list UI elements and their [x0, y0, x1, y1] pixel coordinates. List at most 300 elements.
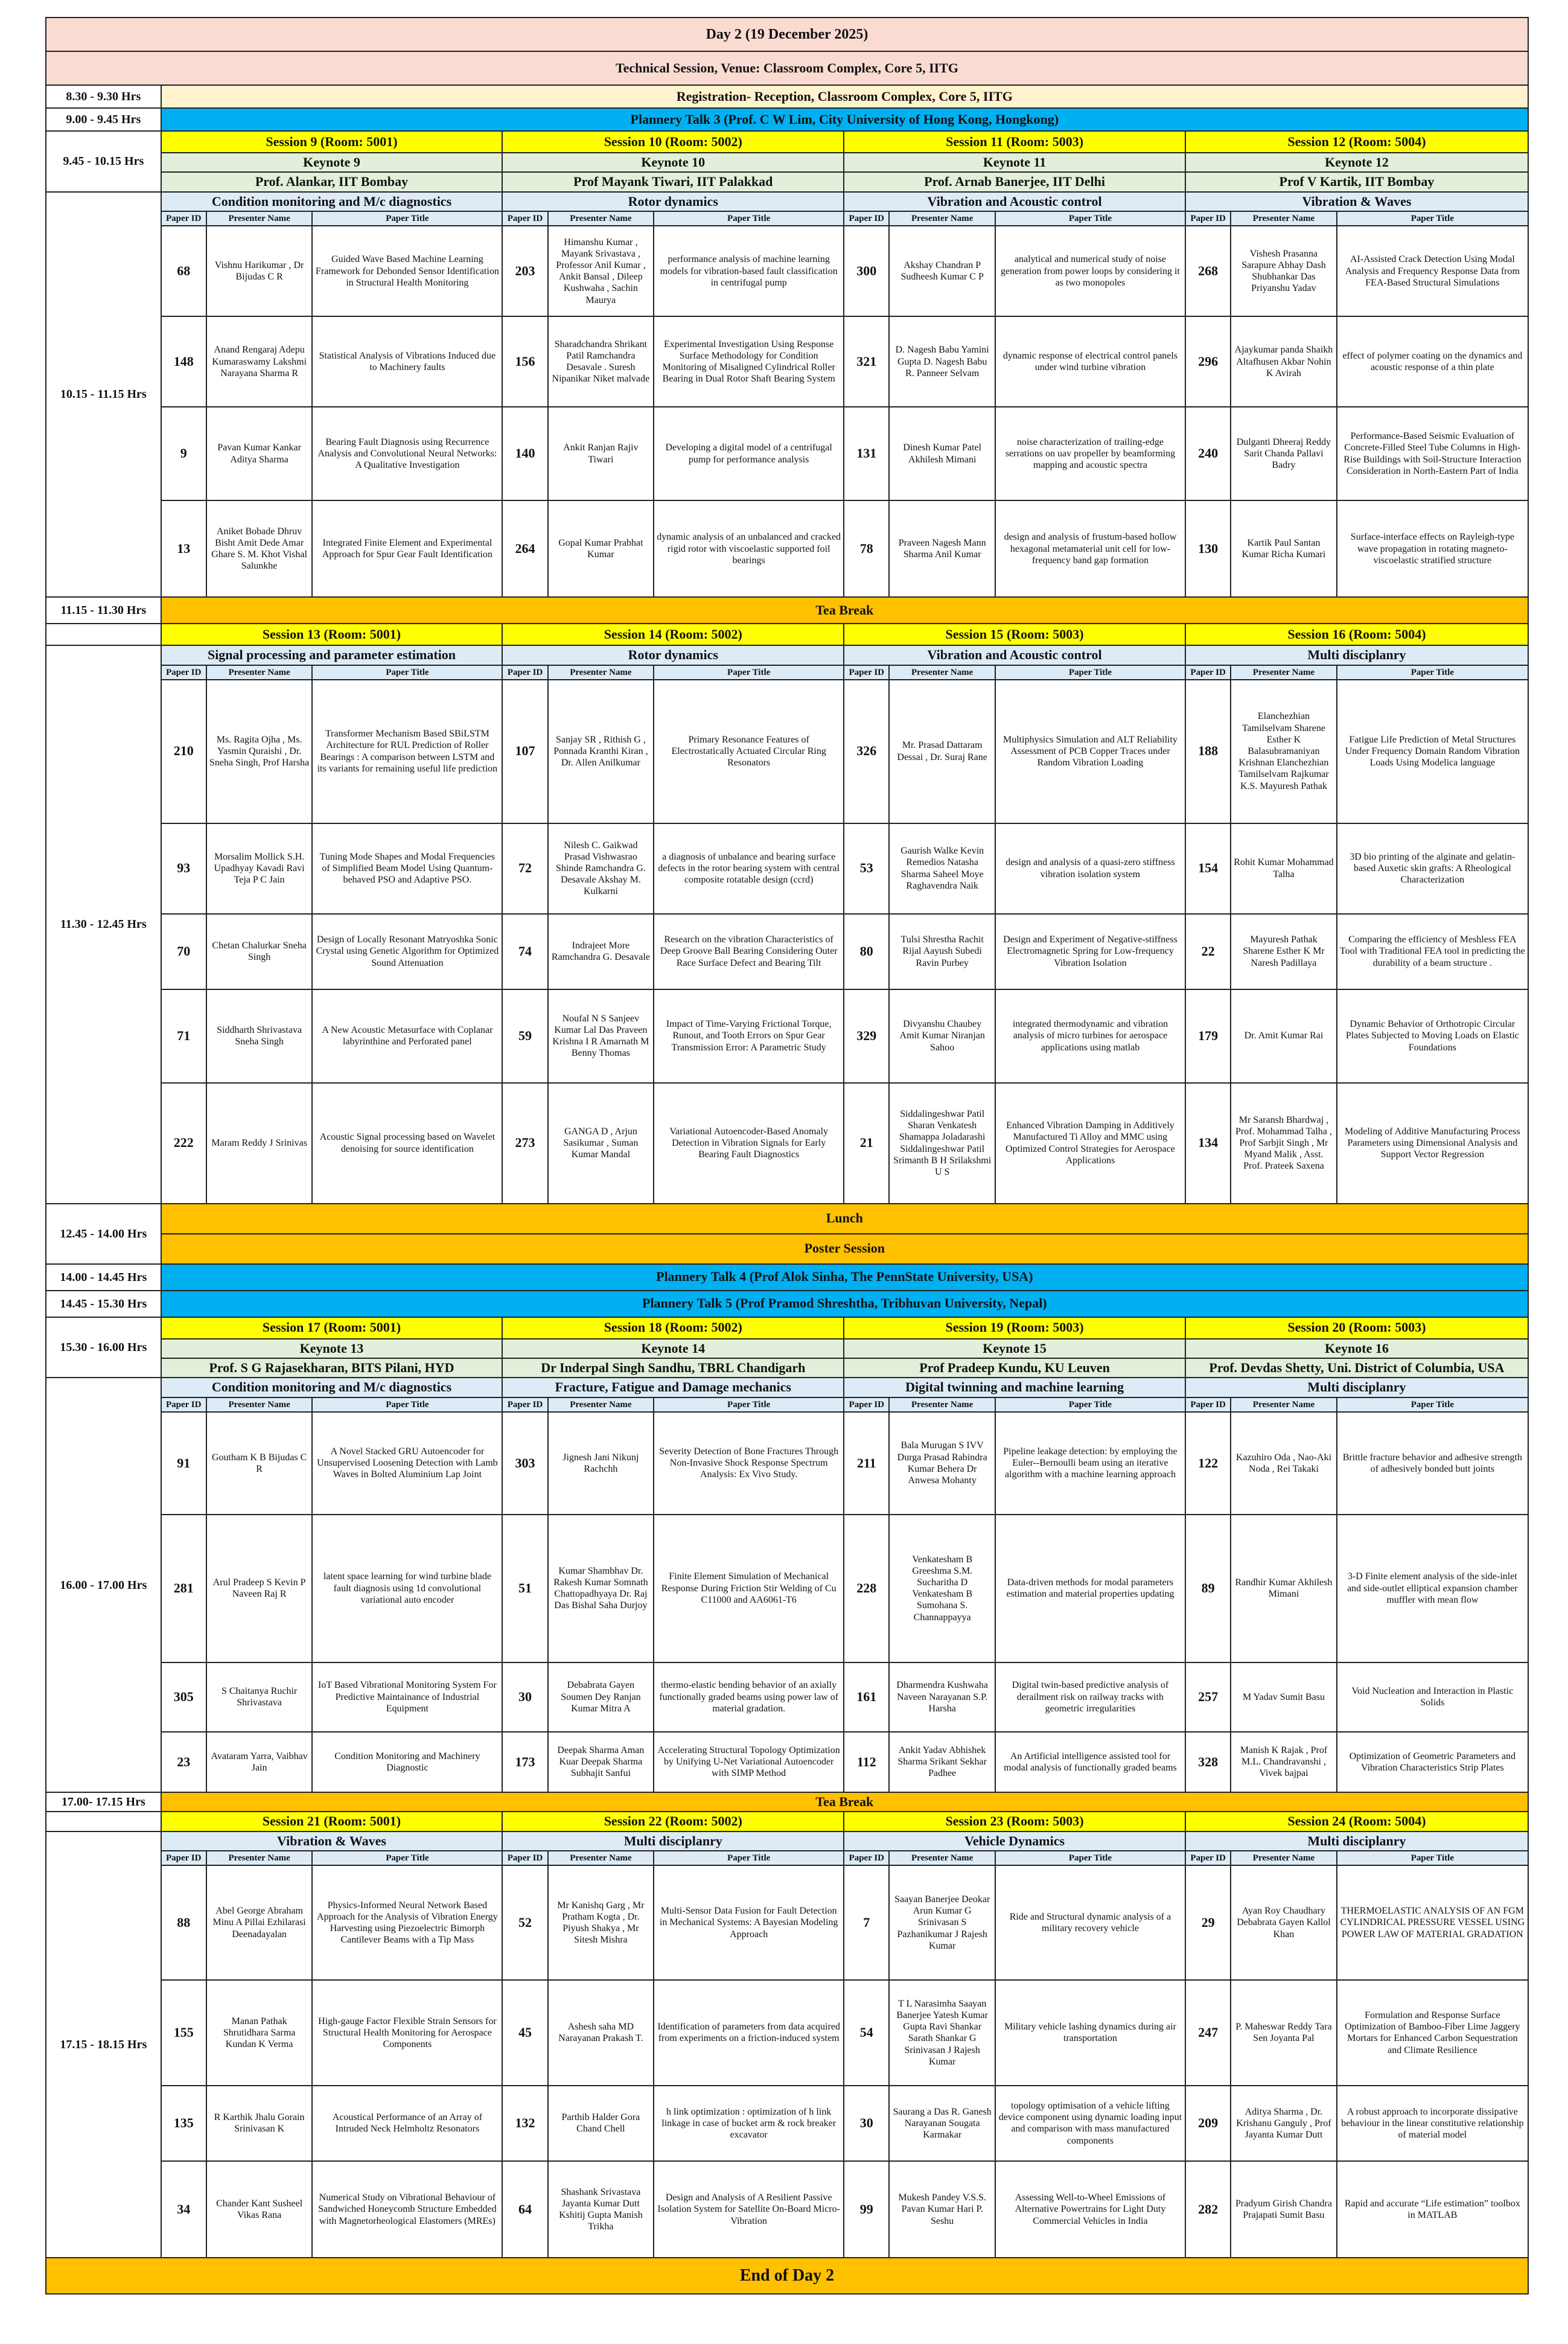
paper-id: 72 — [502, 823, 547, 914]
paper-title: Design of Locally Resonant Matryoshka Sonic Crystal using Genetic Algorithm for Optimized Sound Attenuation — [312, 914, 502, 989]
b1-keynote-label-1: Keynote 10 — [502, 153, 844, 172]
paper-id: 300 — [844, 226, 889, 316]
b3-track-1: Fracture, Fatigue and Damage mechanics — [502, 1378, 844, 1397]
presenter-name: Kazuhiro Oda , Nao-Aki Noda , Rei Takaki — [1231, 1412, 1337, 1515]
lunch-banner: Lunch — [161, 1204, 1528, 1234]
paper-title: Condition Monitoring and Machinery Diagnostic — [312, 1732, 502, 1792]
paper-title: Bearing Fault Diagnosis using Recurrence Analysis and Convolutional Neural Networks: A Qualitative Investigation — [312, 407, 502, 500]
presenter-name: Mr. Prasad Dattaram Dessai , Dr. Suraj Rane — [889, 680, 995, 823]
paper-id: 161 — [844, 1662, 889, 1732]
paper-id: 296 — [1185, 316, 1231, 407]
paper-title: Multi-Sensor Data Fusion for Fault Detection in Mechanical Systems: A Bayesian Modeling Approach — [654, 1865, 844, 1980]
presenter-name: Vishnu Harikumar , Dr Bijudas C R — [206, 226, 313, 316]
presenter-name: Rohit Kumar Mohammad Talha — [1231, 823, 1337, 914]
presenter-name: Ms. Ragita Ojha , Ms. Yasmin Quraishi , Dr. Sneha Singh, Prof Harsha — [206, 680, 313, 823]
presenter-name: Aniket Bobade Dhruv Bisht Amit Dede Amar Ghare S. M. Khot Vishal Salunkhe — [206, 500, 313, 597]
paper-title: Void Nucleation and Interaction in Plastic Solids — [1337, 1662, 1528, 1732]
b4-session-2: Session 23 (Room: 5003) — [844, 1812, 1185, 1831]
paper-title: analytical and numerical study of noise generation from power loops by considering it as two monopoles — [995, 226, 1185, 316]
paper-id: 68 — [161, 226, 206, 316]
b1-session-time: 9.45 - 10.15 Hrs — [46, 131, 161, 192]
paper-id: 70 — [161, 914, 206, 989]
paper-title: thermo-elastic bending behavior of an axially functionally graded beams using power law of material gradation. — [654, 1662, 844, 1732]
column-header-paper-title: Paper Title — [1337, 1851, 1528, 1865]
presenter-name: Kartik Paul Santan Kumar Richa Kumari — [1231, 500, 1337, 597]
b1-keynote-name-1: Prof Mayank Tiwari, IIT Palakkad — [502, 172, 844, 191]
table-row — [46, 2086, 1528, 2161]
presenter-name: Saayan Banerjee Deokar Arun Kumar G Srinivasan S Pazhanikumar J Rajesh Kumar — [889, 1865, 995, 1980]
b3-track-3: Multi disciplanry — [1185, 1378, 1528, 1397]
table-row — [46, 1865, 1528, 1980]
paper-id: 326 — [844, 680, 889, 823]
paper-id: 64 — [502, 2161, 547, 2258]
paper-title: An Artificial intelligence assisted tool for modal analysis of functionally graded beams — [995, 1732, 1185, 1792]
schedule-table — [45, 17, 1529, 2295]
paper-title: Numerical Study on Vibrational Behaviour of Sandwiched Honeycomb Structure Embedded with Magnetorheological Elastomers (MREs) — [312, 2161, 502, 2258]
paper-id: 54 — [844, 1980, 889, 2086]
paper-id: 21 — [844, 1083, 889, 1204]
paper-title: Digital twin-based predictive analysis of derailment risk on railway tracks with geometric irregularities — [995, 1662, 1185, 1732]
b3-keynote-name-2: Prof Pradeep Kundu, KU Leuven — [844, 1358, 1185, 1378]
column-header-paper-id: Paper ID — [161, 1851, 206, 1865]
time-slot: 8.30 - 9.30 Hrs — [46, 85, 161, 108]
presenter-name: Manish K Rajak , Prof M.L. Chandravanshi , Vivek bajpai — [1231, 1732, 1337, 1792]
column-header-paper-title: Paper Title — [312, 1851, 502, 1865]
column-header-paper-title: Paper Title — [654, 665, 844, 680]
paper-title: Physics-Informed Neural Network Based Approach for the Analysis of Vibration Energy Harvesting using Piezoelectric Bimorph Cantilever Beams with a Tip Mass — [312, 1865, 502, 1980]
presenter-name: Goutham K B Bijudas C R — [206, 1412, 313, 1515]
venue-banner: Technical Session, Venue: Classroom Complex, Core 5, IITG — [46, 51, 1528, 85]
paper-title: Fatigue Life Prediction of Metal Structures Under Frequency Domain Random Vibration Loads Using Modelica language — [1337, 680, 1528, 823]
presenter-name: Noufal N S Sanjeev Kumar Lal Das Praveen Krishna I R Amarnath M Benny Thomas — [548, 989, 654, 1083]
column-header-paper-id: Paper ID — [1185, 665, 1231, 680]
column-header-paper-id: Paper ID — [844, 665, 889, 680]
presenter-name: Mayuresh Pathak Sharene Esther K Mr Naresh Padillaya — [1231, 914, 1337, 989]
paper-title: Optimization of Geometric Parameters and Vibration Characteristics Strip Plates — [1337, 1732, 1528, 1792]
column-header-presenter: Presenter Name — [889, 211, 995, 226]
column-header-paper-id: Paper ID — [844, 211, 889, 226]
presenter-name: Dulganti Dheeraj Reddy Sarit Chanda Pallavi Badry — [1231, 407, 1337, 500]
paper-title: Enhanced Vibration Damping in Additively Manufactured Ti Alloy and MMC using Optimized Control Strategies for Aerospace Applications — [995, 1083, 1185, 1204]
paper-id: 29 — [1185, 1865, 1231, 1980]
paper-id: 203 — [502, 226, 547, 316]
presenter-name: Dr. Amit Kumar Rai — [1231, 989, 1337, 1083]
paper-id: 148 — [161, 316, 206, 407]
paper-id: 34 — [161, 2161, 206, 2258]
table-row — [46, 316, 1528, 407]
paper-title: Impact of Time-Varying Frictional Torque, Runout, and Tooth Errors on Spur Gear Transmission Error: A Parametric Study — [654, 989, 844, 1083]
paper-id: 179 — [1185, 989, 1231, 1083]
table-row — [46, 2161, 1528, 2258]
paper-title: 3D bio printing of the alginate and gelatin-based Auxetic skin grafts: A Rheological Characterization — [1337, 823, 1528, 914]
presenter-name: Manan Pathak Shrutidhara Sarma Kundan K Verma — [206, 1980, 313, 2086]
presenter-name: Randhir Kumar Akhilesh Mimani — [1231, 1515, 1337, 1662]
paper-title: integrated thermodynamic and vibration analysis of micro turbines for aerospace applications using matlab — [995, 989, 1185, 1083]
presenter-name: Saurang a Das R. Ganesh Narayanan Sougata Karmakar — [889, 2086, 995, 2161]
paper-id: 122 — [1185, 1412, 1231, 1515]
presenter-name: Akshay Chandran P Sudheesh Kumar C P — [889, 226, 995, 316]
presenter-name: Chetan Chalurkar Sneha Singh — [206, 914, 313, 989]
column-header-paper-id: Paper ID — [1185, 211, 1231, 226]
presenter-name: Morsalim Mollick S.H. Upadhyay Kavadi Ravi Teja P C Jain — [206, 823, 313, 914]
paper-id: 257 — [1185, 1662, 1231, 1732]
paper-id: 209 — [1185, 2086, 1231, 2161]
column-header-paper-id: Paper ID — [502, 1851, 547, 1865]
table-row — [46, 1515, 1528, 1662]
presenter-name: Anand Rengaraj Adepu Kumaraswamy Lakshmi Narayana Sharma R — [206, 316, 313, 407]
presenter-name: Parthib Halder Gora Chand Chell — [548, 2086, 654, 2161]
paper-id: 91 — [161, 1412, 206, 1515]
paper-id: 99 — [844, 2161, 889, 2258]
paper-id: 13 — [161, 500, 206, 597]
paper-title: A Novel Stacked GRU Autoencoder for Unsupervised Loosening Detection with Lamb Waves in Bolted Aluminium Lap Joint — [312, 1412, 502, 1515]
paper-title: AI-Assisted Crack Detection Using Modal Analysis and Frequency Response Data from FEA-Based Structural Simulations — [1337, 226, 1528, 316]
b1-track-3: Vibration & Waves — [1185, 192, 1528, 211]
b2-session-time-empty — [46, 624, 161, 645]
paper-id: 51 — [502, 1515, 547, 1662]
paper-title: A New Acoustic Metasurface with Coplanar labyrinthine and Perforated panel — [312, 989, 502, 1083]
paper-id: 329 — [844, 989, 889, 1083]
paper-title: Statistical Analysis of Vibrations Induced due to Machinery faults — [312, 316, 502, 407]
table-row — [46, 226, 1528, 316]
paper-title: IoT Based Vibrational Monitoring System For Predictive Maintainance of Industrial Equipment — [312, 1662, 502, 1732]
column-header-paper-title: Paper Title — [995, 1397, 1185, 1412]
poster-session-banner: Poster Session — [161, 1234, 1528, 1264]
paper-id: 247 — [1185, 1980, 1231, 2086]
b4-session-1: Session 22 (Room: 5002) — [502, 1812, 844, 1831]
presenter-name: Divyanshu Chaubey Amit Kumar Niranjan Sahoo — [889, 989, 995, 1083]
b4-track-1: Multi disciplanry — [502, 1831, 844, 1851]
paper-title: Acoustical Performance of an Array of Intruded Neck Helmholtz Resonators — [312, 2086, 502, 2161]
presenter-name: Sharadchandra Shrikant Patil Ramchandra Desavale . Suresh Nipanikar Niket malvade — [548, 316, 654, 407]
paper-title: effect of polymer coating on the dynamics and acoustic response of a thin plate — [1337, 316, 1528, 407]
b4-track-2: Vehicle Dynamics — [844, 1831, 1185, 1851]
column-header-paper-title: Paper Title — [312, 211, 502, 226]
tea-break-time-1: 11.15 - 11.30 Hrs — [46, 597, 161, 624]
paper-id: 188 — [1185, 680, 1231, 823]
column-header-paper-id: Paper ID — [161, 211, 206, 226]
presenter-name: S Chaitanya Ruchir Shrivastava — [206, 1662, 313, 1732]
presenter-name: Elanchezhian Tamilselvam Sharene Esther K Balasubramaniyan Krishnan Elanchezhian Tamilselvam Rajkumar K.S. Mayuresh Pathak — [1231, 680, 1337, 823]
paper-title: Research on the vibration Characteristics of Deep Groove Ball Bearing Considering Outer Race Surface Defect and Bearing Tilt — [654, 914, 844, 989]
paper-id: 74 — [502, 914, 547, 989]
column-header-presenter: Presenter Name — [889, 1851, 995, 1865]
presenter-name: Gopal Kumar Prabhat Kumar — [548, 500, 654, 597]
paper-id: 240 — [1185, 407, 1231, 500]
b3-keynote-label-3: Keynote 16 — [1185, 1339, 1528, 1358]
paper-id: 303 — [502, 1412, 547, 1515]
paper-title: Ride and Structural dynamic analysis of a military recovery vehicle — [995, 1865, 1185, 1980]
table-row — [46, 1083, 1528, 1204]
paper-id: 89 — [1185, 1515, 1231, 1662]
presenter-name: Debabrata Gayen Soumen Dey Ranjan Kumar Mitra A — [548, 1662, 654, 1732]
paper-title: topology optimisation of a vehicle lifting device component using dynamic loading input and comparison with mass manufactured components — [995, 2086, 1185, 2161]
b1-session-0: Session 9 (Room: 5001) — [161, 131, 503, 153]
paper-title: Design and Experiment of Negative-stiffness Electromagnetic Spring for Low-frequency Vibration Isolation — [995, 914, 1185, 989]
paper-title: Experimental Investigation Using Response Surface Methodology for Condition Monitoring of Misaligned Cylindrical Roller Bearing in Dual Rotor Shaft Bearing System — [654, 316, 844, 407]
column-header-paper-title: Paper Title — [312, 665, 502, 680]
column-header-paper-title: Paper Title — [654, 211, 844, 226]
paper-title: Accelerating Structural Topology Optimization by Unifying U-Net Variational Autoencoder with SIMP Method — [654, 1732, 844, 1792]
b3-session-time: 15.30 - 16.00 Hrs — [46, 1317, 161, 1378]
b3-session-1: Session 18 (Room: 5002) — [502, 1317, 844, 1339]
paper-id: 9 — [161, 407, 206, 500]
b2-track-3: Multi disciplanry — [1185, 645, 1528, 665]
paper-id: 78 — [844, 500, 889, 597]
paper-id: 107 — [502, 680, 547, 823]
b3-keynote-name-3: Prof. Devdas Shetty, Uni. District of Columbia, USA — [1185, 1358, 1528, 1378]
presenter-name: Pradyum Girish Chandra Prajapati Sumit Basu — [1231, 2161, 1337, 2258]
b4-track-3: Multi disciplanry — [1185, 1831, 1528, 1851]
paper-id: 53 — [844, 823, 889, 914]
b1-session-3: Session 12 (Room: 5004) — [1185, 131, 1528, 153]
presenter-name: Avataram Yarra, Vaibhav Jain — [206, 1732, 313, 1792]
paper-title: performance analysis of machine learning models for vibration-based fault classification in centrifugal pump — [654, 226, 844, 316]
paper-title: Performance-Based Seismic Evaluation of Concrete-Filled Steel Tube Columns in High-Rise Buildings with Soil-Structure Interaction Consideration in North-Eastern Part of India — [1337, 407, 1528, 500]
paper-title: Transformer Mechanism Based SBiLSTM Architecture for RUL Prediction of Roller Bearings : A comparison between LSTM and its variants for remaining useful life prediction — [312, 680, 502, 823]
paper-title: dynamic analysis of an unbalanced and cracked rigid rotor with viscoelastic supported foil bearings — [654, 500, 844, 597]
column-header-paper-title: Paper Title — [1337, 665, 1528, 680]
paper-id: 132 — [502, 2086, 547, 2161]
paper-id: 264 — [502, 500, 547, 597]
table-row — [46, 1662, 1528, 1732]
tea-break-banner-2: Tea Break — [161, 1792, 1528, 1812]
paper-id: 273 — [502, 1083, 547, 1204]
b3-session-0: Session 17 (Room: 5001) — [161, 1317, 503, 1339]
presenter-name: Himanshu Kumar , Mayank Srivastava , Professor Anil Kumar , Ankit Bansal , Dileep Kushwaha , Sachin Maurya — [548, 226, 654, 316]
column-header-paper-id: Paper ID — [1185, 1851, 1231, 1865]
paper-title: noise characterization of trailing-edge serrations on uav propeller by beamforming mapping and acoustic spectra — [995, 407, 1185, 500]
presenter-name: T L Narasimha Saayan Banerjee Yatesh Kumar Gupta Ravi Shankar Sarath Shankar G Srinivasan J Rajesh Kumar — [889, 1980, 995, 2086]
column-header-paper-id: Paper ID — [502, 1397, 547, 1412]
column-header-presenter: Presenter Name — [206, 665, 313, 680]
paper-title: Severity Detection of Bone Fractures Through Non-Invasive Shock Response Spectrum Analysis: Ex Vivo Study. — [654, 1412, 844, 1515]
column-header-paper-id: Paper ID — [502, 211, 547, 226]
b1-keynote-name-2: Prof. Arnab Banerjee, IIT Delhi — [844, 172, 1185, 191]
paper-id: 23 — [161, 1732, 206, 1792]
plenary-banner-1: Plannery Talk 5 (Prof Pramod Shreshtha, Tribhuvan University, Nepal) — [161, 1291, 1528, 1317]
b1-keynote-name-3: Prof V Kartik, IIT Bombay — [1185, 172, 1528, 191]
b2-session-1: Session 14 (Room: 5002) — [502, 624, 844, 645]
paper-id: 155 — [161, 1980, 206, 2086]
b4-session-0: Session 21 (Room: 5001) — [161, 1812, 503, 1831]
paper-id: 30 — [502, 1662, 547, 1732]
paper-id: 305 — [161, 1662, 206, 1732]
presenter-name: Deepak Sharma Aman Kuar Deepak Sharma Subhajit Sanfui — [548, 1732, 654, 1792]
plenary-banner-0: Plannery Talk 4 (Prof Alok Sinha, The PennState University, USA) — [161, 1264, 1528, 1291]
presenter-name: Siddharth Shrivastava Sneha Singh — [206, 989, 313, 1083]
paper-title: Comparing the efficiency of Meshless FEA Tool with Traditional FEA tool in predicting the durability of a beam structure . — [1337, 914, 1528, 989]
presenter-name: Abel George Abraham Minu A Pillai Ezhilarasi Deenadayalan — [206, 1865, 313, 1980]
paper-id: 228 — [844, 1515, 889, 1662]
column-header-presenter: Presenter Name — [1231, 665, 1337, 680]
paper-title: Assessing Well-to-Wheel Emissions of Alternative Powertrains for Light Duty Commercial Vehicles in India — [995, 2161, 1185, 2258]
b1-keynote-label-2: Keynote 11 — [844, 153, 1185, 172]
b2-track-0: Signal processing and parameter estimation — [161, 645, 503, 665]
column-header-paper-title: Paper Title — [312, 1397, 502, 1412]
column-header-paper-id: Paper ID — [502, 665, 547, 680]
column-header-presenter: Presenter Name — [1231, 1397, 1337, 1412]
b2-track-2: Vibration and Acoustic control — [844, 645, 1185, 665]
column-header-paper-title: Paper Title — [654, 1397, 844, 1412]
paper-title: Dynamic Behavior of Orthotropic Circular Plates Subjected to Moving Loads on Elastic Foundations — [1337, 989, 1528, 1083]
paper-title: h link optimization : optimization of h link linkage in case of bucket arm & rock breaker excavator — [654, 2086, 844, 2161]
paper-id: 135 — [161, 2086, 206, 2161]
paper-title: design and analysis of a quasi-zero stiffness vibration isolation system — [995, 823, 1185, 914]
b3-track-0: Condition monitoring and M/c diagnostics — [161, 1378, 503, 1397]
paper-title: Multiphysics Simulation and ALT Reliability Assessment of PCB Copper Traces under Random Vibration Loading — [995, 680, 1185, 823]
presenter-name: Jignesh Jani Nikunj Rachchh — [548, 1412, 654, 1515]
presenter-name: D. Nagesh Babu Yamini Gupta D. Nagesh Babu R. Panneer Selvam — [889, 316, 995, 407]
presenter-name: Siddalingeshwar Patil Sharan Venkatesh Shamappa Joladarashi Siddalingeshwar Patil Srimanth B H Srilakshmi U S — [889, 1083, 995, 1204]
opening-banner-1: Plannery Talk 3 (Prof. C W Lim, City University of Hong Kong, Hongkong) — [161, 108, 1528, 131]
paper-id: 131 — [844, 407, 889, 500]
paper-title: Acoustic Signal processing based on Wavelet denoising for source identification — [312, 1083, 502, 1204]
presenter-name: Dinesh Kumar Patel Akhilesh Mimani — [889, 407, 995, 500]
paper-title: Primary Resonance Features of Electrostatically Actuated Circular Ring Resonators — [654, 680, 844, 823]
paper-id: 321 — [844, 316, 889, 407]
paper-id: 211 — [844, 1412, 889, 1515]
presenter-name: Sanjay SR , Rithish G , Ponnada Kranthi Kiran , Dr. Allen Anilkumar — [548, 680, 654, 823]
paper-title: Developing a digital model of a centrifugal pump for performance analysis — [654, 407, 844, 500]
paper-id: 282 — [1185, 2161, 1231, 2258]
paper-id: 156 — [502, 316, 547, 407]
column-header-presenter: Presenter Name — [548, 1851, 654, 1865]
paper-id: 112 — [844, 1732, 889, 1792]
paper-title: Military vehicle lashing dynamics during air transportation — [995, 1980, 1185, 2086]
paper-id: 88 — [161, 1865, 206, 1980]
b1-track-1: Rotor dynamics — [502, 192, 844, 211]
paper-id: 328 — [1185, 1732, 1231, 1792]
presenter-name: Ashesh saha MD Narayanan Prakash T. — [548, 1980, 654, 2086]
presenter-name: Arul Pradeep S Kevin P Naveen Raj R — [206, 1515, 313, 1662]
paper-title: dynamic response of electrical control panels under wind turbine vibration — [995, 316, 1185, 407]
plenary-time-0: 14.00 - 14.45 Hrs — [46, 1264, 161, 1291]
table-row — [46, 500, 1528, 597]
paper-title: Brittle fracture behavior and adhesive strength of adhesively bonded butt joints — [1337, 1412, 1528, 1515]
b1-session-1: Session 10 (Room: 5002) — [502, 131, 844, 153]
column-header-paper-title: Paper Title — [995, 665, 1185, 680]
paper-id: 93 — [161, 823, 206, 914]
column-header-presenter: Presenter Name — [889, 1397, 995, 1412]
plenary-time-1: 14.45 - 15.30 Hrs — [46, 1291, 161, 1317]
b3-keynote-label-0: Keynote 13 — [161, 1339, 503, 1358]
column-header-paper-title: Paper Title — [1337, 1397, 1528, 1412]
paper-id: 173 — [502, 1732, 547, 1792]
table-row — [46, 680, 1528, 823]
paper-title: design and analysis of frustum-based hollow hexagonal metamaterial unit cell for low-frequency band gap formation — [995, 500, 1185, 597]
paper-title: Guided Wave Based Machine Learning Framework for Debonded Sensor Identification in Structural Health Monitoring — [312, 226, 502, 316]
presenter-name: Bala Murugan S IVV Durga Prasad Rabindra Kumar Behera Dr Anwesa Mohanty — [889, 1412, 995, 1515]
column-header-paper-id: Paper ID — [844, 1851, 889, 1865]
b3-session-3: Session 20 (Room: 5003) — [1185, 1317, 1528, 1339]
paper-id: 268 — [1185, 226, 1231, 316]
tea-break-banner-1: Tea Break — [161, 597, 1528, 624]
paper-title: High-gauge Factor Flexible Strain Sensors for Structural Health Monitoring for Aerospace Components — [312, 1980, 502, 2086]
table-row — [46, 914, 1528, 989]
presenter-name: Vishesh Prasanna Sarapure Abhay Dash Shubhankar Das Priyanshu Yadav — [1231, 226, 1337, 316]
table-row — [46, 1732, 1528, 1792]
presenter-name: Mr Kanishq Garg , Mr Pratham Kogta , Dr. Piyush Shakya , Mr Sitesh Mishra — [548, 1865, 654, 1980]
table-row — [46, 1980, 1528, 2086]
b4-track-0: Vibration & Waves — [161, 1831, 503, 1851]
b4-session-3: Session 24 (Room: 5004) — [1185, 1812, 1528, 1831]
b4-main-time: 17.15 - 18.15 Hrs — [46, 1831, 161, 2258]
column-header-paper-id: Paper ID — [844, 1397, 889, 1412]
paper-title: Identification of parameters from data acquired from experiments on a friction-induced system — [654, 1980, 844, 2086]
paper-title: Formulation and Response Surface Optimization of Bamboo-Fiber Lime Jaggery Mortars for Enhanced Carbon Sequestration and Climate Resilience — [1337, 1980, 1528, 2086]
schedule-sheet — [45, 17, 1529, 2295]
b2-track-1: Rotor dynamics — [502, 645, 844, 665]
presenter-name: Gaurish Walke Kevin Remedios Natasha Sharma Saheel Moye Raghavendra Naik — [889, 823, 995, 914]
presenter-name: Ajaykumar panda Shaikh Altafhusen Akbar Nohin K Avirah — [1231, 316, 1337, 407]
b1-keynote-label-0: Keynote 9 — [161, 153, 503, 172]
presenter-name: Indrajeet More Ramchandra G. Desavale — [548, 914, 654, 989]
presenter-name: Pavan Kumar Kankar Aditya Sharma — [206, 407, 313, 500]
b2-session-2: Session 15 (Room: 5003) — [844, 624, 1185, 645]
presenter-name: Tulsi Shrestha Rachit Rijal Aayush Subedi Ravin Purbey — [889, 914, 995, 989]
paper-title: Rapid and accurate “Life estimation” toolbox in MATLAB — [1337, 2161, 1528, 2258]
paper-id: 59 — [502, 989, 547, 1083]
paper-title: Surface-interface effects on Rayleigh-type wave propagation in rotating magneto-viscoelastic stratified structure — [1337, 500, 1528, 597]
column-header-presenter: Presenter Name — [1231, 1851, 1337, 1865]
presenter-name: P. Maheswar Reddy Tara Sen Joyanta Pal — [1231, 1980, 1337, 2086]
presenter-name: R Karthik Jhalu Gorain Srinivasan K — [206, 2086, 313, 2161]
column-header-presenter: Presenter Name — [548, 211, 654, 226]
table-row — [46, 989, 1528, 1083]
presenter-name: Ayan Roy Chaudhary Debabrata Gayen Kallol Khan — [1231, 1865, 1337, 1980]
b1-track-0: Condition monitoring and M/c diagnostics — [161, 192, 503, 211]
paper-title: THERMOELASTIC ANALYSIS OF AN FGM CYLINDRICAL PRESSURE VESSEL USING POWER LAW OF MATERIAL GRADATION — [1337, 1865, 1528, 1980]
paper-id: 7 — [844, 1865, 889, 1980]
presenter-name: Mr Saransh Bhardwaj , Prof. Mohammad Talha , Prof Sarbjit Singh , Mr Myand Malik , Asst. Prof. Prateek Saxena — [1231, 1083, 1337, 1204]
b3-session-2: Session 19 (Room: 5003) — [844, 1317, 1185, 1339]
paper-title: Pipeline leakage detection: by employing the Euler--Bernoulli beam using an iterative algorithm with a machine learning approach — [995, 1412, 1185, 1515]
column-header-presenter: Presenter Name — [548, 1397, 654, 1412]
b1-track-2: Vibration and Acoustic control — [844, 192, 1185, 211]
b3-keynote-name-1: Dr Inderpal Singh Sandhu, TBRL Chandigarh — [502, 1358, 844, 1378]
column-header-presenter: Presenter Name — [206, 1397, 313, 1412]
column-header-presenter: Presenter Name — [206, 1851, 313, 1865]
opening-banner-0: Registration- Reception, Classroom Complex, Core 5, IITG — [161, 85, 1528, 108]
paper-id: 71 — [161, 989, 206, 1083]
b1-keynote-name-0: Prof. Alankar, IIT Bombay — [161, 172, 503, 191]
paper-title: Design and Analysis of A Resilient Passive Isolation System for Satellite On-Board Micro-Vibration — [654, 2161, 844, 2258]
b2-session-3: Session 16 (Room: 5004) — [1185, 624, 1528, 645]
paper-id: 210 — [161, 680, 206, 823]
column-header-presenter: Presenter Name — [889, 665, 995, 680]
paper-title: Integrated Finite Element and Experimental Approach for Spur Gear Fault Identification — [312, 500, 502, 597]
presenter-name: Ankit Yadav Abhishek Sharma Srikant Sekhar Padhee — [889, 1732, 995, 1792]
b2-session-0: Session 13 (Room: 5001) — [161, 624, 503, 645]
paper-title: latent space learning for wind turbine blade fault diagnosis using 1d convolutional variational auto encoder — [312, 1515, 502, 1662]
presenter-name: Mukesh Pandey V.S.S. Pavan Kumar Hari P. Seshu — [889, 2161, 995, 2258]
paper-id: 154 — [1185, 823, 1231, 914]
paper-id: 30 — [844, 2086, 889, 2161]
day-title: Day 2 (19 December 2025) — [46, 18, 1528, 51]
column-header-paper-id: Paper ID — [161, 665, 206, 680]
paper-id: 134 — [1185, 1083, 1231, 1204]
b2-main-time: 11.30 - 12.45 Hrs — [46, 645, 161, 1203]
paper-id: 130 — [1185, 500, 1231, 597]
column-header-presenter: Presenter Name — [206, 211, 313, 226]
presenter-name: Venkatesham B Greeshma S.M. Sucharitha D Venkatesham B Sumohana S. Channappayya — [889, 1515, 995, 1662]
paper-id: 222 — [161, 1083, 206, 1204]
paper-title: Finite Element Simulation of Mechanical Response During Friction Stir Welding of Cu C11000 and AA6061-T6 — [654, 1515, 844, 1662]
column-header-presenter: Presenter Name — [548, 665, 654, 680]
b3-keynote-name-0: Prof. S G Rajasekharan, BITS Pilani, HYD — [161, 1358, 503, 1378]
b3-keynote-label-1: Keynote 14 — [502, 1339, 844, 1358]
